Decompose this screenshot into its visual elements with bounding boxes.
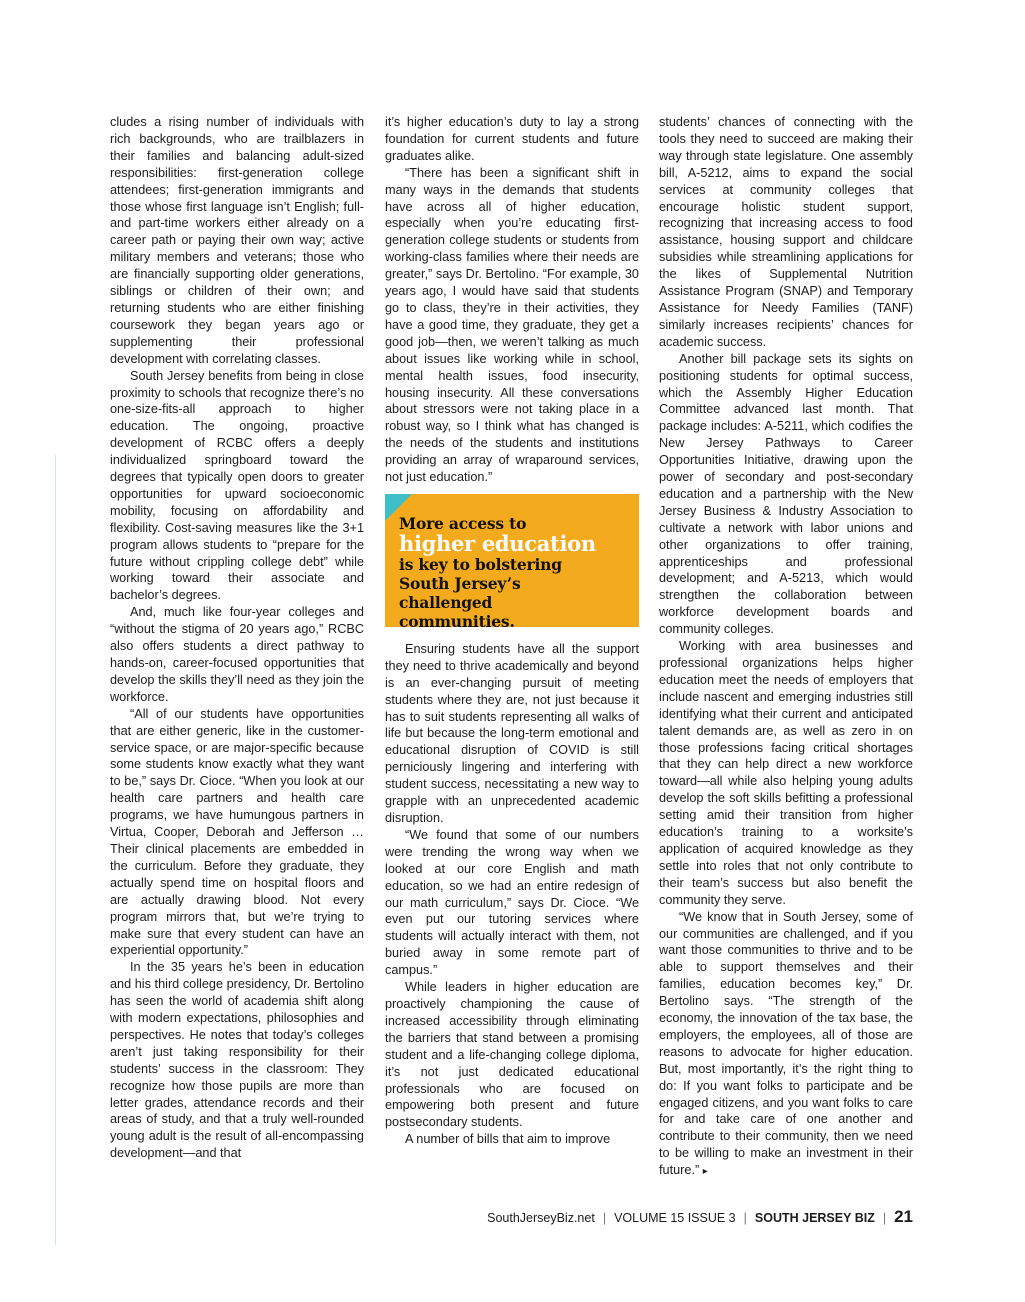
page-footer (487, 1207, 913, 1227)
page-number: 21 (894, 1207, 913, 1226)
pull-quote-line: challenged (399, 592, 493, 612)
footer-site: SouthJerseyBiz.net (487, 1211, 595, 1225)
pull-quote-highlight: higher education (399, 530, 596, 556)
end-mark-icon: ▸ (702, 1166, 708, 1178)
paragraph: cludes a rising number of individuals with rich backgrounds, who are trailblazers in their families and balancing adult-sized responsibilities: first-generation college attendees; first-generation immigrants and those whose first language isn’t English; full- and part-time workers either already on a career path or paying their own way; active military members and veterans; those who are financially supporting older generations, siblings or children of their own; and returning students who are either finishing coursework they began years ago or supplementing their professional development with correlating classes. (110, 115, 364, 366)
paragraph: “All of our students have opportunities that are either generic, like in the customer-service space, or are major-specific because some students know exactly what they want to be,” says Dr. Cioce. “When you look at our health care partners and health care programs, we have humungous partners in Virtua, Cooper, Deborah and Jefferson … Their clinical placements are embedded in the curriculum. Before they graduate, they actually spend time on hospital floors and are actually drawing blood. Not every program mirrors that, but we’re trying to make sure that every student can have an experiential opportunity.” (110, 706, 364, 958)
paragraph: In the 35 years he’s been in education and his third college presidency, Dr. Bertolino has seen the world of academia shift along with modern expectations, philosophies and perspectives. He notes that today’s colleges aren’t just taking responsibility for their students’ success in the classroom: They recognize how those pupils are more than letter grades, attendance records and their areas of study, and that a truly well-rounded young adult is the result of all-encompassing development—and that (110, 960, 364, 1161)
paragraph: A number of bills that aim to improve (405, 1132, 611, 1147)
paragraph: Ensuring students have all the support they need to thrive academically and beyond is an ever-changing pursuit of meeting students where they are, not just because it has to suit students representing all walks of life but because the long-term emotional and educational disruption of COVID is still perniciously lingering and interfering with student success, necessitating a new way to grapple with an unprecedented academic disruption. (385, 641, 639, 825)
column-1 (110, 114, 364, 1162)
paragraph: “We found that some of our numbers were trending the wrong way when we looked at our core English and math education, so we had an entire redesign of our math curriculum,” says Dr. Cioce. “We even put our tutoring services where students will actually interact with them, not buried away in some remote part of campus.” (385, 827, 639, 978)
footer-issue: VOLUME 15 ISSUE 3 (614, 1211, 736, 1225)
pull-quote (385, 494, 639, 631)
paragraph: Another bill package sets its sights on positioning students for optimal success, which the Assembly Higher Education Committee advanced last month. That package includes: A-5211, which codifies the New Jersey Pathways to Career Opportunities Initiative, drawing upon the power of secondary and post-secondary education and a partnership with the New Jersey Business & Industry Association to cultivate a network with labor unions and other organizations to offer training, apprenticeships and professional development; and A-5213, which would strengthen the collaboration between workforce development boards and community colleges. (659, 351, 913, 637)
paragraph: Working with area businesses and professional organizations helps higher education meet the needs of employers that include nascent and emerging industries still identifying what their current and anticipated talent demands are, as well as zero in on those professions facing critical shortages that they can help direct a new workforce toward—all while also helping young adults develop the soft skills befitting a professional setting amid their transition from higher education’s training to a worksite’s application of acquired knowledge as they settle into roles that not only contribute to their team’s success but also benefit the community they serve. (659, 639, 913, 907)
paragraph: While leaders in higher education are proactively championing the cause of increased accessibility through eliminating the barriers that stand between a promising student and a life-changing college diploma, it’s not just dedicated educational professionals who are focused on empowering both present and future postsecondary students. (385, 980, 639, 1130)
paragraph-text: “We know that in South Jersey, some of our communities are challenged, and if you want those communities to thrive and to be able to support themselves and their families, education becomes key,” Dr. Bertolino says. “The strength of the economy, the innovation of the tax base, the employers, the employees, all of those are reasons to advocate for higher education. But, most importantly, it’s the right thing to do: If you want folks to participate and be engaged citizens, and you want folks to care for and take care of one another and contribute to their community, then we need to be willing to make an investment in their future.” (659, 909, 913, 1178)
pull-quote-line: communities. (399, 611, 515, 631)
pull-quote-line: is key to bolstering (399, 554, 562, 574)
footer-divider: | (602, 1211, 607, 1225)
footer-brand: SOUTH JERSEY BIZ (754, 1211, 875, 1225)
paragraph: And, much like four-year colleges and “without the stigma of 20 years ago,” RCBC also offers students a direct pathway to hands-on, career-focused opportunities that develop the skills they’ll need as they join the workforce. (110, 605, 364, 704)
column-2 (385, 114, 639, 1148)
footer-divider: | (743, 1211, 747, 1225)
paragraph: “There has been a significant shift in many ways in the demands that students have across all of higher education, especially when you’re educating first-generation college students or students from working-class families where their needs are greater,” says Dr. Bertolino. “For example, 30 years ago, I would have said that students go to class, they’re in their activities, they have a good time, they graduate, they get a good job—then, we weren’t talking as much about issues like working while in school, mental health issues, food insecurity, housing insecurity. All these conversations about stressors were not taking place in a robust way, so I think what has changed is the needs of the students and institutions providing an array of wraparound services, not just education.” (385, 165, 639, 485)
paragraph: students’ chances of connecting with the tools they need to succeed are making their way through state legislature. One assembly bill, A-5212, aims to expand the social services at community colleges that encourage holistic student support, recognizing that increasing access to food assistance, housing support and childcare subsidies while streamlining applications for the likes of Supplemental Nutrition Assistance Program (SNAP) and Temporary Assistance for Needy Families (TANF) similarly increases recipients’ chances for academic success. (659, 115, 913, 349)
paragraph-final (659, 909, 913, 1182)
margin-rule (55, 455, 56, 1245)
corner-triangle-icon (385, 494, 412, 521)
paragraph: South Jersey benefits from being in close proximity to schools that recognize there’s no one-size-fits-all approach to higher education. The ongoing, proactive development of RCBC offers a deeply individualized springboard toward the degrees that typically open doors to greater opportunities for upward socioeconomic mobility, focusing on affordability and flexibility. Cost-saving measures like the 3+1 program allows students to “prepare for the future without crippling college debt” while working toward their associate and bachelor’s degrees. (110, 368, 364, 603)
pull-quote-line: More access to (399, 513, 527, 533)
paragraph: it’s higher education’s duty to lay a strong foundation for current students and future graduates alike. (385, 115, 639, 163)
footer-divider: | (882, 1211, 887, 1225)
column-3 (659, 114, 913, 1181)
pull-quote-line: South Jersey’s (399, 573, 521, 593)
